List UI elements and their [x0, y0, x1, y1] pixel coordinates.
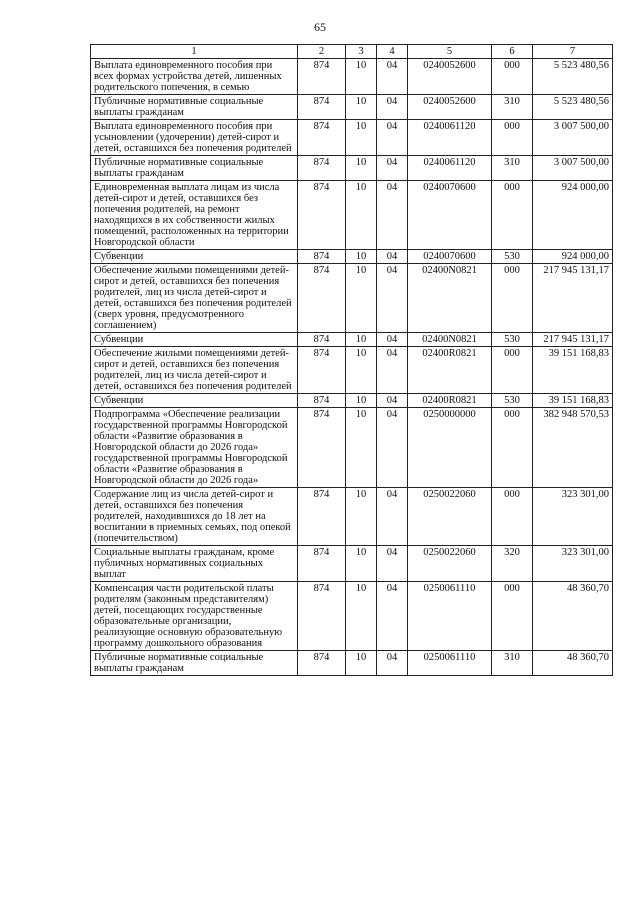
- row-expense-type: 000: [492, 582, 533, 651]
- row-expense-type: 530: [492, 250, 533, 264]
- col-header-5: 5: [408, 45, 492, 59]
- row-target-article: 0240070600: [408, 181, 492, 250]
- col-header-6: 6: [492, 45, 533, 59]
- row-description: Компенсация части родительской платы родителям (законным представителям) детей, посещающих государственные образовательные организации, реализующие основную образовательную программу дошкольного образования: [91, 582, 298, 651]
- row-subsection: 04: [377, 156, 408, 181]
- table-row: [91, 120, 613, 156]
- row-expense-type: 000: [492, 181, 533, 250]
- row-target-article: 0240070600: [408, 250, 492, 264]
- row-admin-code: 874: [298, 250, 346, 264]
- row-admin-code: 874: [298, 408, 346, 488]
- table-row: [91, 488, 613, 546]
- row-admin-code: 874: [298, 394, 346, 408]
- row-subsection: 04: [377, 59, 408, 95]
- row-description: Субвенции: [91, 394, 298, 408]
- row-expense-type: 310: [492, 651, 533, 676]
- row-amount: 323 301,00: [533, 488, 613, 546]
- table-row: [91, 408, 613, 488]
- row-admin-code: 874: [298, 264, 346, 333]
- page-number: 65: [314, 20, 326, 34]
- row-description: Единовременная выплата лицам из числа детей-сирот и детей, оставшихся без попечения родителей, на ремонт находящихся в их собственности жилых помещений, расположенных на территории Новгородской области: [91, 181, 298, 250]
- row-description: Публичные нормативные социальные выплаты гражданам: [91, 156, 298, 181]
- row-section: 10: [346, 546, 377, 582]
- row-admin-code: 874: [298, 333, 346, 347]
- row-expense-type: 000: [492, 488, 533, 546]
- row-subsection: 04: [377, 181, 408, 250]
- row-description: Обеспечение жилыми помещениями детей-сирот и детей, оставшихся без попечения родителей, лиц из числа детей-сирот и детей, оставшихся без попечения родителей: [91, 347, 298, 394]
- row-subsection: 04: [377, 120, 408, 156]
- row-expense-type: 530: [492, 394, 533, 408]
- row-amount: 5 523 480,56: [533, 59, 613, 95]
- row-expense-type: 530: [492, 333, 533, 347]
- table-row: [91, 651, 613, 676]
- table-row: [91, 95, 613, 120]
- table-row: [91, 156, 613, 181]
- row-target-article: 02400R0821: [408, 347, 492, 394]
- table-row: [91, 582, 613, 651]
- row-target-article: 0250000000: [408, 408, 492, 488]
- col-header-4: 4: [377, 45, 408, 59]
- row-expense-type: 320: [492, 546, 533, 582]
- table-row: [91, 347, 613, 394]
- row-description: Выплата единовременного пособия при всех формах устройства детей, лишенных родительского попечения, в семью: [91, 59, 298, 95]
- row-amount: 323 301,00: [533, 546, 613, 582]
- table-row: [91, 59, 613, 95]
- row-description: Публичные нормативные социальные выплаты гражданам: [91, 95, 298, 120]
- row-expense-type: 000: [492, 408, 533, 488]
- table-row: [91, 546, 613, 582]
- row-subsection: 04: [377, 408, 408, 488]
- row-admin-code: 874: [298, 488, 346, 546]
- row-admin-code: 874: [298, 156, 346, 181]
- row-description: Публичные нормативные социальные выплаты гражданам: [91, 651, 298, 676]
- row-description: Выплата единовременного пособия при усыновлении (удочерении) детей-сирот и детей, оставшихся без попечения родителей: [91, 120, 298, 156]
- row-section: 10: [346, 156, 377, 181]
- row-amount: 924 000,00: [533, 250, 613, 264]
- row-section: 10: [346, 394, 377, 408]
- row-admin-code: 874: [298, 181, 346, 250]
- row-description: Социальные выплаты гражданам, кроме публичных нормативных социальных выплат: [91, 546, 298, 582]
- row-subsection: 04: [377, 488, 408, 546]
- row-section: 10: [346, 347, 377, 394]
- row-section: 10: [346, 95, 377, 120]
- row-section: 10: [346, 408, 377, 488]
- row-amount: 39 151 168,83: [533, 347, 613, 394]
- col-header-2: 2: [298, 45, 346, 59]
- row-amount: 217 945 131,17: [533, 333, 613, 347]
- col-header-7: 7: [533, 45, 613, 59]
- row-expense-type: 310: [492, 156, 533, 181]
- row-description: Подпрограмма «Обеспечение реализации государственной программы Новгородской области «Развитие образования в Новгородской области до 2026 года» государственной программы Новгородской области «Развитие образования в Новгородской области до 2026 года»: [91, 408, 298, 488]
- row-description: Обеспечение жилыми помещениями детей-сирот и детей, оставшихся без попечения родителей, лиц из числа детей-сирот и детей, оставшихся без попечения родителей (сверх уровня, предусмотренного соглашением): [91, 264, 298, 333]
- row-description: Содержание лиц из числа детей-сирот и детей, оставшихся без попечения родителей, находившихся до 18 лет на воспитании в приемных семьях, под опекой (попечительством): [91, 488, 298, 546]
- row-amount: 3 007 500,00: [533, 156, 613, 181]
- row-admin-code: 874: [298, 582, 346, 651]
- row-section: 10: [346, 488, 377, 546]
- row-section: 10: [346, 651, 377, 676]
- col-header-1: 1: [91, 45, 298, 59]
- row-target-article: 0240052600: [408, 95, 492, 120]
- row-subsection: 04: [377, 651, 408, 676]
- row-target-article: 0250061110: [408, 582, 492, 651]
- row-admin-code: 874: [298, 120, 346, 156]
- row-section: 10: [346, 181, 377, 250]
- col-header-3: 3: [346, 45, 377, 59]
- row-expense-type: 000: [492, 120, 533, 156]
- row-target-article: 02400R0821: [408, 394, 492, 408]
- row-description: Субвенции: [91, 250, 298, 264]
- table-row: [91, 250, 613, 264]
- row-amount: 48 360,70: [533, 651, 613, 676]
- row-expense-type: 000: [492, 59, 533, 95]
- row-amount: 924 000,00: [533, 181, 613, 250]
- row-amount: 48 360,70: [533, 582, 613, 651]
- row-admin-code: 874: [298, 347, 346, 394]
- row-target-article: 0250022060: [408, 546, 492, 582]
- row-section: 10: [346, 59, 377, 95]
- table-row: [91, 181, 613, 250]
- row-amount: 39 151 168,83: [533, 394, 613, 408]
- row-subsection: 04: [377, 394, 408, 408]
- row-admin-code: 874: [298, 59, 346, 95]
- row-target-article: 0240061120: [408, 156, 492, 181]
- row-admin-code: 874: [298, 651, 346, 676]
- table-row: [91, 264, 613, 333]
- row-admin-code: 874: [298, 95, 346, 120]
- row-subsection: 04: [377, 264, 408, 333]
- row-expense-type: 000: [492, 264, 533, 333]
- row-section: 10: [346, 264, 377, 333]
- row-subsection: 04: [377, 546, 408, 582]
- row-section: 10: [346, 250, 377, 264]
- table-row: [91, 333, 613, 347]
- row-admin-code: 874: [298, 546, 346, 582]
- row-target-article: 02400N0821: [408, 264, 492, 333]
- row-description: Субвенции: [91, 333, 298, 347]
- row-target-article: 0240052600: [408, 59, 492, 95]
- row-target-article: 0240061120: [408, 120, 492, 156]
- row-section: 10: [346, 333, 377, 347]
- row-subsection: 04: [377, 333, 408, 347]
- row-amount: 3 007 500,00: [533, 120, 613, 156]
- table-row: [91, 394, 613, 408]
- row-subsection: 04: [377, 250, 408, 264]
- row-subsection: 04: [377, 95, 408, 120]
- budget-table: [90, 44, 613, 676]
- row-amount: 5 523 480,56: [533, 95, 613, 120]
- row-expense-type: 000: [492, 347, 533, 394]
- row-target-article: 02400N0821: [408, 333, 492, 347]
- row-subsection: 04: [377, 582, 408, 651]
- header-row: [91, 45, 613, 59]
- row-section: 10: [346, 120, 377, 156]
- row-target-article: 0250061110: [408, 651, 492, 676]
- row-subsection: 04: [377, 347, 408, 394]
- row-amount: 382 948 570,53: [533, 408, 613, 488]
- row-amount: 217 945 131,17: [533, 264, 613, 333]
- row-section: 10: [346, 582, 377, 651]
- row-target-article: 0250022060: [408, 488, 492, 546]
- row-expense-type: 310: [492, 95, 533, 120]
